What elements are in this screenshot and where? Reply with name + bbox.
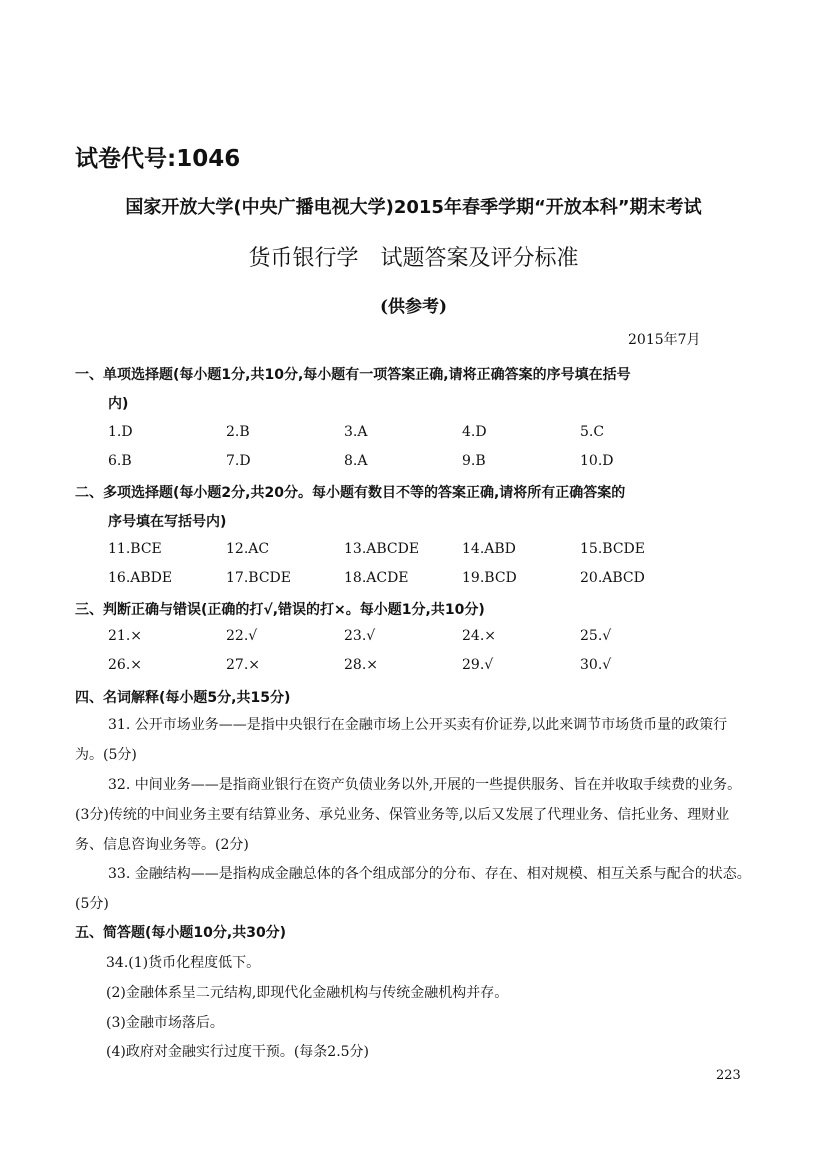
answer-item: 18.ACDE	[344, 570, 409, 586]
answer-item: 13.ABCDE	[344, 541, 420, 557]
answer-item: 24.×	[462, 628, 496, 644]
section3-answers-row1	[108, 628, 698, 644]
answer-32: 32. 中间业务——是指商业银行在资产负债业务以外,开展的一些提供服务、旨在并收取手续费的业务。(3分)传统的中间业务主要有结算业务、承兑业务、保管业务等,以后又发展了代理业务、信托业务、理财业务、信息咨询业务等。(2分)	[75, 777, 742, 853]
exam-title: 国家开放大学(中央广播电视大学)2015年春季学期“开放本科”期末考试	[125, 197, 702, 218]
section5-title: 五、简答题(每小题10分,共30分)	[75, 925, 287, 941]
answer-31: 31. 公开市场业务——是指中央银行在金融市场上公开买卖有价证券,以此来调节市场货币量的政策行为。(5分)	[75, 717, 728, 763]
answer-item: 11.BCE	[108, 541, 162, 557]
answer-34-line3: (3)金融市场落后。	[106, 1015, 224, 1031]
subject-title: 货币银行学 试题答案及评分标准	[248, 246, 579, 271]
answer-item: 28.×	[344, 657, 378, 673]
answer-item: 12.AC	[226, 541, 270, 557]
section1-answers-row1	[108, 424, 698, 440]
answer-item: 4.D	[462, 424, 487, 440]
answer-item: 30.√	[580, 657, 612, 673]
section4-title: 四、名词解释(每小题5分,共15分)	[75, 690, 291, 706]
answer-item: 5.C	[580, 424, 605, 440]
answer-item: 26.×	[108, 657, 142, 673]
answer-item: 14.ABD	[462, 541, 516, 557]
answer-34-line1: 34.(1)货币化程度低下。	[106, 955, 261, 971]
reference-note: (供参考)	[379, 297, 448, 317]
answer-item: 8.A	[344, 453, 368, 469]
section3-title: 三、判断正确与错误(正确的打√,错误的打×。每小题1分,共10分)	[75, 602, 485, 618]
answer-item: 25.√	[580, 628, 612, 644]
answer-item: 20.ABCD	[580, 570, 645, 586]
section2-answers-row1	[108, 541, 698, 557]
answer-item: 3.A	[344, 424, 368, 440]
paper-code: 试卷代号:1046	[75, 146, 241, 172]
answer-item: 29.√	[462, 657, 494, 673]
answer-item: 22.√	[226, 628, 258, 644]
answer-item: 2.B	[226, 424, 250, 440]
section1-answers-row2	[108, 453, 698, 469]
answer-item: 6.B	[108, 453, 132, 469]
answer-item: 7.D	[226, 453, 251, 469]
page-number: 223	[716, 1068, 741, 1083]
exam-date: 2015年7月	[628, 332, 701, 348]
answer-item: 17.BCDE	[226, 570, 291, 586]
section1-title-cont: 内)	[108, 396, 129, 412]
answer-item: 1.D	[108, 424, 133, 440]
answer-item: 23.√	[344, 628, 376, 644]
answer-34-line2: (2)金融体系呈二元结构,即现代化金融机构与传统金融机构并存。	[106, 985, 509, 1001]
answer-item: 10.D	[580, 453, 614, 469]
answer-item: 19.BCD	[462, 570, 517, 586]
answer-33: 33. 金融结构——是指构成金融总体的各个组成部分的分布、存在、相对规模、相互关系与配合的状态。(5分)	[75, 866, 751, 912]
section3-answers-row2	[108, 657, 698, 673]
answer-item: 16.ABDE	[108, 570, 173, 586]
answer-34-line4: (4)政府对金融实行过度干预。(每条2.5分)	[106, 1044, 370, 1060]
answer-item: 9.B	[462, 453, 486, 469]
section2-title-cont: 序号填在写括号内)	[108, 514, 227, 530]
answer-item: 15.BCDE	[580, 541, 645, 557]
section2-title: 二、多项选择题(每小题2分,共20分。每小题有数目不等的答案正确,请将所有正确答案的	[75, 485, 626, 501]
answer-item: 21.×	[108, 628, 142, 644]
section1-title: 一、单项选择题(每小题1分,共10分,每小题有一项答案正确,请将正确答案的序号填在括号	[75, 367, 631, 383]
section2-answers-row2	[108, 570, 698, 586]
answer-item: 27.×	[226, 657, 260, 673]
